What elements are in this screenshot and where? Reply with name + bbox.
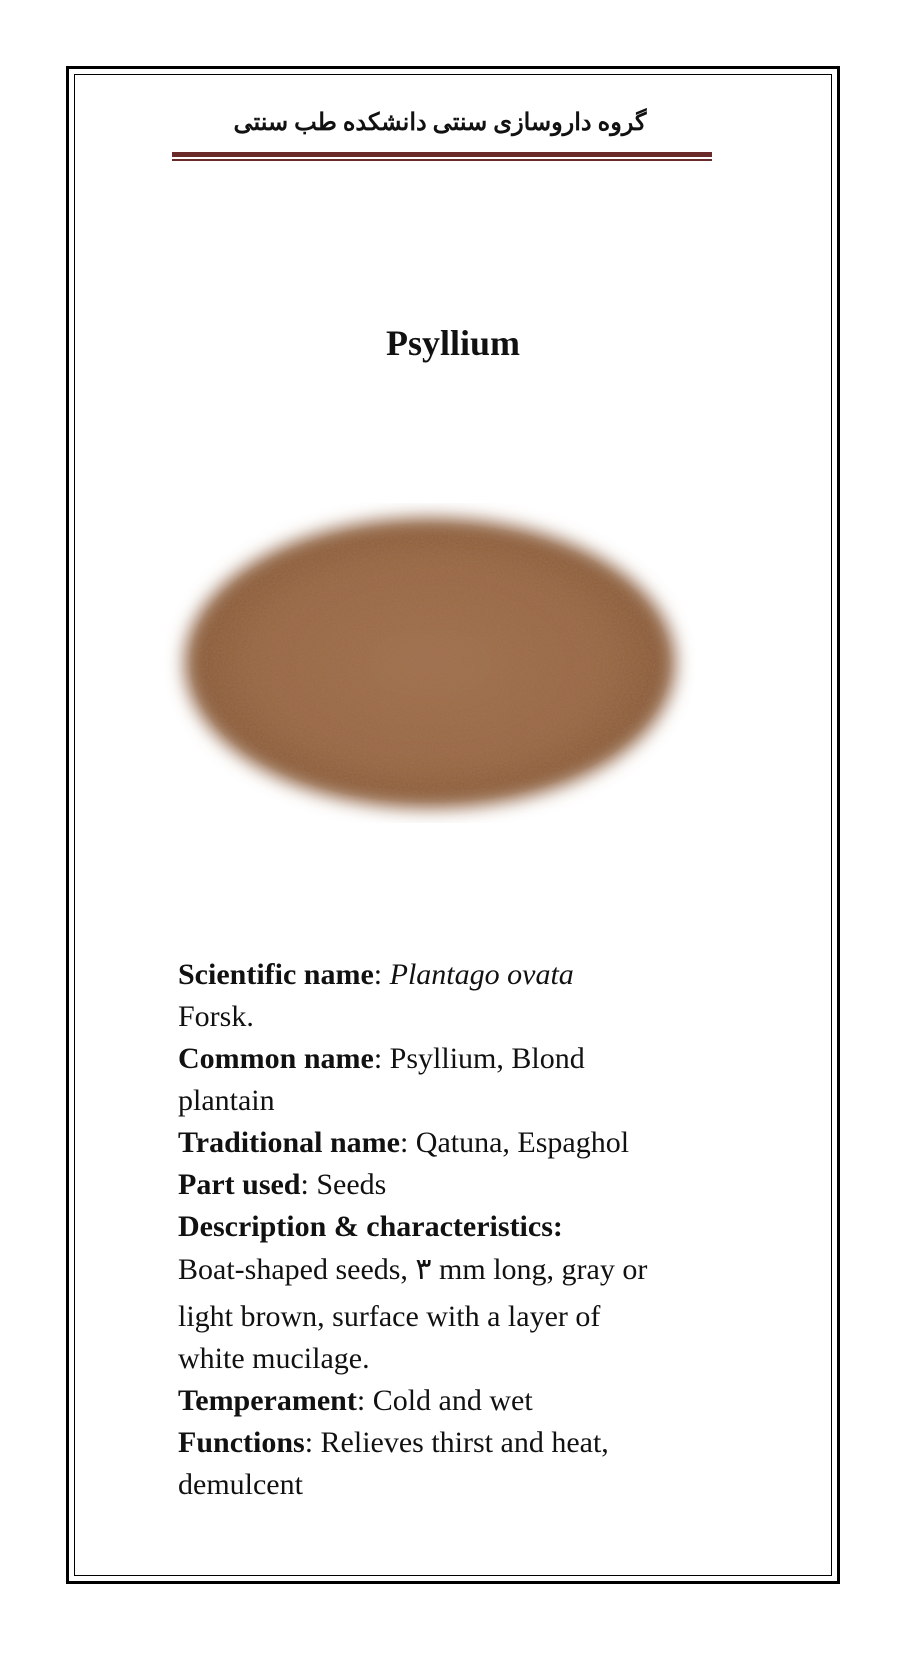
common-name-cont: plantain <box>178 1084 275 1117</box>
temperament-line: Temperament: Cold and wet <box>178 1384 533 1417</box>
psyllium-seeds-image <box>165 503 695 823</box>
description-line-1: Boat-shaped seeds, ۳ mm long, gray or <box>178 1253 648 1286</box>
scientific-name-authority: Forsk. <box>178 1000 254 1033</box>
common-name-line: Common name: Psyllium, Blond <box>178 1042 585 1075</box>
page-title: Psyllium <box>385 323 520 363</box>
traditional-name-line: Traditional name: Qatuna, Espaghol <box>178 1126 630 1159</box>
description-line-3: white mucilage. <box>178 1342 370 1375</box>
header-title: گروه داروسازی سنتی دانشکده طب سنتی <box>233 110 647 136</box>
description-line-2: light brown, surface with a layer of <box>178 1300 601 1333</box>
functions-cont: demulcent <box>178 1468 303 1501</box>
description-label: Description & characteristics: <box>178 1210 563 1243</box>
part-used-line: Part used: Seeds <box>178 1168 387 1201</box>
header-divider <box>172 152 712 163</box>
scientific-name-line: Scientific name: Plantago ovata <box>178 958 574 991</box>
functions-line: Functions: Relieves thirst and heat, <box>178 1426 609 1459</box>
